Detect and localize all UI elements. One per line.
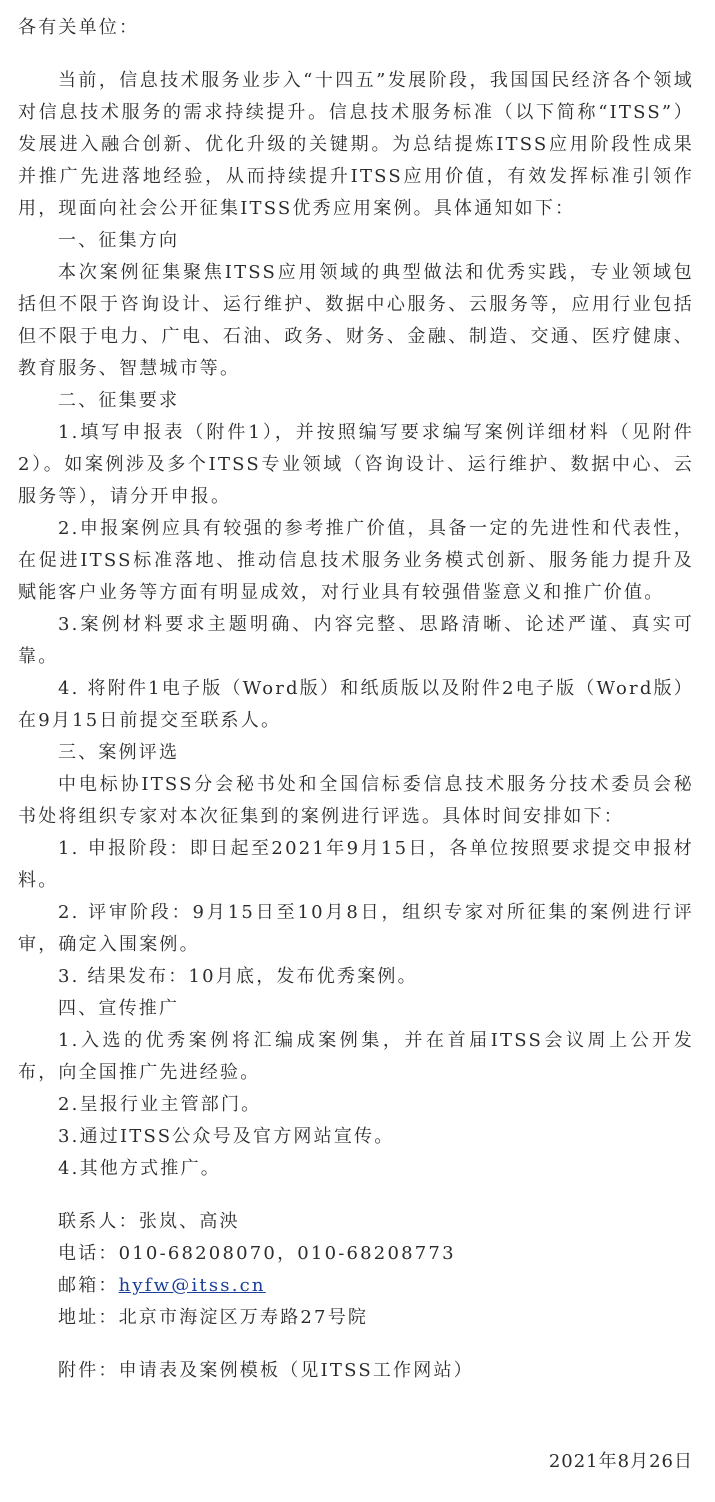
spacer xyxy=(18,1185,694,1206)
contact-person-label: 联系人： xyxy=(58,1211,139,1232)
contact-address-label: 地址： xyxy=(58,1307,119,1328)
promotion-item: 2.呈报行业主管部门。 xyxy=(58,1094,262,1115)
issue-date: 2021年8月26日 xyxy=(548,1451,693,1472)
promotion-item: 4.其他方式推广。 xyxy=(58,1158,221,1179)
salutation: 各有关单位： xyxy=(18,17,140,38)
section-heading-selection: 三、案例评选 xyxy=(58,742,180,763)
contact-address xyxy=(58,1302,694,1334)
section-body-selection: 中电标协ITSS分会秘书处和全国信标委信息技术服务分技术委员会秘书处将组织专家对本次征集到的案例进行评选。具体时间安排如下： xyxy=(18,774,694,827)
contact-person-value: 张岚、高泱 xyxy=(138,1211,240,1232)
spacer xyxy=(58,1334,694,1355)
contact-phone-value: 010-68208070，010-68208773 xyxy=(118,1243,456,1264)
promotion-item: 1.入选的优秀案例将汇编成案例集，并在首届ITSS会议周上公开发布，向全国推广先进经验。 xyxy=(18,1030,694,1083)
schedule-item: 3. 结果发布：10月底，发布优秀案例。 xyxy=(58,966,418,987)
requirement-item: 1.填写申报表（附件1），并按照编写要求编写案例详细材料（见附件2）。如案例涉及多个ITSS专业领域（咨询设计、运行维护、数据中心、云服务等），请分开申报。 xyxy=(18,422,694,507)
contact-address-value: 北京市海淀区万寿路27号院 xyxy=(118,1307,369,1328)
schedule-item: 1. 申报阶段：即日起至2021年9月15日，各单位按照要求提交申报材料。 xyxy=(18,838,694,891)
schedule-item: 2. 评审阶段：9月15日至10月8日，组织专家对所征集的案例进行评审，确定入围案例。 xyxy=(18,902,694,955)
notice-document xyxy=(18,12,694,1387)
contact-phone xyxy=(58,1238,694,1270)
section-heading-direction: 一、征集方向 xyxy=(58,230,180,251)
contact-email-label: 邮箱： xyxy=(58,1275,119,1296)
contact-block xyxy=(18,1206,694,1387)
contact-person xyxy=(58,1206,694,1238)
spacer xyxy=(18,44,694,65)
requirement-item: 3.案例材料要求主题明确、内容完整、思路清晰、论述严谨、真实可靠。 xyxy=(18,614,694,667)
requirement-item: 4. 将附件1电子版（Word版）和纸质版以及附件2电子版（Word版）在9月15日前提交至联系人。 xyxy=(18,678,694,731)
promotion-item: 3.通过ITSS公众号及官方网站宣传。 xyxy=(58,1126,395,1147)
contact-phone-label: 电话： xyxy=(58,1243,119,1264)
attachment-note: 附件：申请表及案例模板（见ITSS工作网站） xyxy=(58,1360,474,1381)
email-link[interactable]: hyfw@itss.cn xyxy=(118,1275,266,1296)
section-body-direction: 本次案例征集聚焦ITSS应用领域的典型做法和优秀实践，专业领域包括但不限于咨询设计、运行维护、数据中心服务、云服务等，应用行业包括但不限于电力、广电、石油、政务、财务、金融、制造、交通、医疗健康、教育服务、智慧城市等。 xyxy=(18,262,694,379)
section-heading-promotion: 四、宣传推广 xyxy=(58,998,180,1019)
section-heading-requirements: 二、征集要求 xyxy=(58,390,180,411)
contact-email xyxy=(58,1270,694,1302)
requirement-item: 2.申报案例应具有较强的参考推广价值，具备一定的先进性和代表性，在促进ITSS标准落地、推动信息技术服务业务模式创新、服务能力提升及赋能客户业务等方面有明显成效，对行业具有较强借鉴意义和推广价值。 xyxy=(18,518,694,603)
intro-paragraph: 当前，信息技术服务业步入“十四五”发展阶段，我国国民经济各个领域对信息技术服务的需求持续提升。信息技术服务标准（以下简称“ITSS”）发展进入融合创新、优化升级的关键期。为总结提炼ITSS应用阶段性成果并推广先进落地经验，从而持续提升ITSS应用价值，有效发挥标准引领作用，现面向社会公开征集ITSS优秀应用案例。具体通知如下： xyxy=(18,70,694,219)
